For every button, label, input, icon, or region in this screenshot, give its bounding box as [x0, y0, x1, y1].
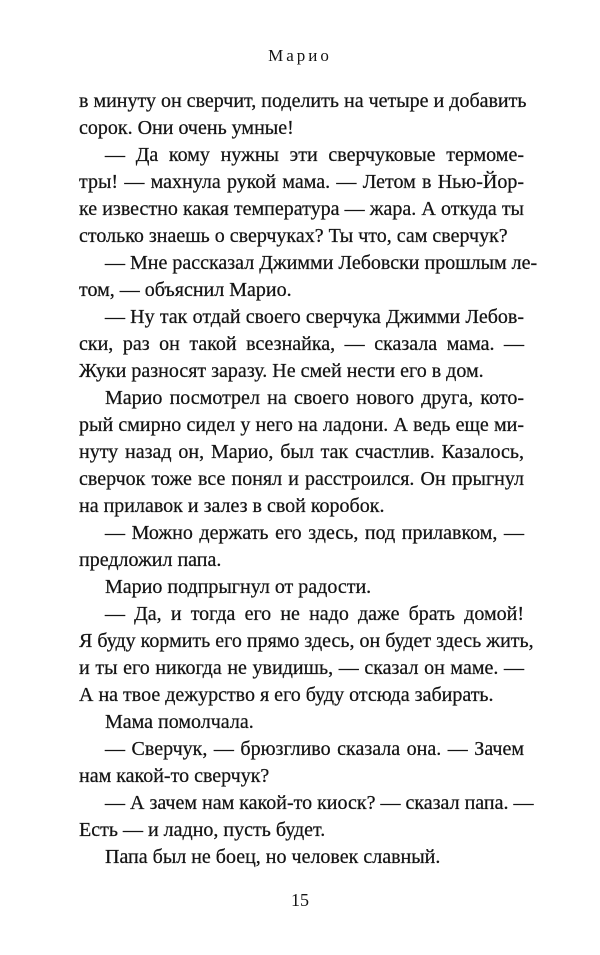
text-line: на прилавок и залез в свой коробок.	[79, 495, 385, 517]
text-line: Марио посмотрел на своего нового друга, кото-	[105, 387, 524, 409]
text-line: — А зачем нам какой-то киоск? — сказал папа. —	[105, 792, 534, 814]
paragraph	[79, 250, 538, 304]
text-line: том, — объяснил Марио.	[79, 279, 292, 301]
text-line: в минуту он сверчит, поделить на четыре и добавить	[79, 90, 527, 112]
paragraph	[79, 844, 524, 871]
text-line: сорок. Они очень умные!	[79, 117, 294, 139]
paragraph	[79, 385, 524, 520]
text-line: — Мне рассказал Джимми Лебовски прошлым ле-	[105, 252, 538, 274]
running-head-title: Марио	[268, 46, 332, 65]
text-line: нам какой-то сверчук?	[79, 765, 270, 787]
page-number: 15	[291, 890, 309, 910]
text-line: и ты его никогда не увидишь, — сказал он маме. —	[79, 657, 524, 679]
paragraph	[79, 574, 524, 601]
paragraph	[79, 736, 524, 790]
text-line: — Ну так отдай своего сверчука Джимми Лебов-	[105, 306, 524, 328]
text-line: рый смирно сидел у него на ладони. А ведь еще ми-	[79, 414, 524, 436]
text-line: — Можно держать его здесь, под прилавком, —	[105, 522, 524, 544]
text-line: столько знаешь о сверчуках? Ты что, сам сверчук?	[79, 225, 508, 247]
text-line: предложил папа.	[79, 549, 222, 571]
text-line: ке известно какая температура — жара. А откуда ты	[79, 198, 524, 220]
paragraph	[79, 709, 524, 736]
text-line: нуту назад он, Марио, был так счастлив. Казалось,	[79, 441, 524, 463]
body-text	[79, 88, 538, 871]
paragraph	[79, 601, 534, 709]
text-line: Есть — и ладно, пусть будет.	[79, 819, 326, 841]
text-line: — Сверчук, — брюзгливо сказала она. — Зачем	[105, 738, 524, 760]
paragraph	[79, 520, 524, 574]
text-line: Папа был не боец, но человек славный.	[105, 846, 441, 868]
paragraph	[79, 790, 534, 844]
paragraph	[79, 88, 527, 142]
text-line: тры! — махнула рукой мама. — Летом в Нью-Йор-	[79, 171, 524, 193]
text-line: Марио подпрыгнул от радости.	[105, 576, 372, 598]
text-line: Я буду кормить его прямо здесь, он будет здесь жить,	[79, 630, 534, 652]
text-line: — Да, и тогда его не надо даже брать домой!	[105, 603, 524, 625]
paragraph	[79, 142, 524, 250]
text-line: — Да кому нужны эти сверчуковые термоме-	[105, 144, 524, 166]
text-line: сверчок тоже все понял и расстроился. Он прыгнул	[79, 468, 524, 490]
text-line: ски, раз он такой всезнайка, — сказала мама. —	[79, 333, 524, 355]
paragraph	[79, 304, 524, 385]
text-line: Мама помолчала.	[105, 711, 254, 733]
text-line: Жуки разносят заразу. Не смей нести его в дом.	[79, 360, 484, 382]
text-line: А на твое дежурство я его буду отсюда забирать.	[79, 684, 494, 706]
